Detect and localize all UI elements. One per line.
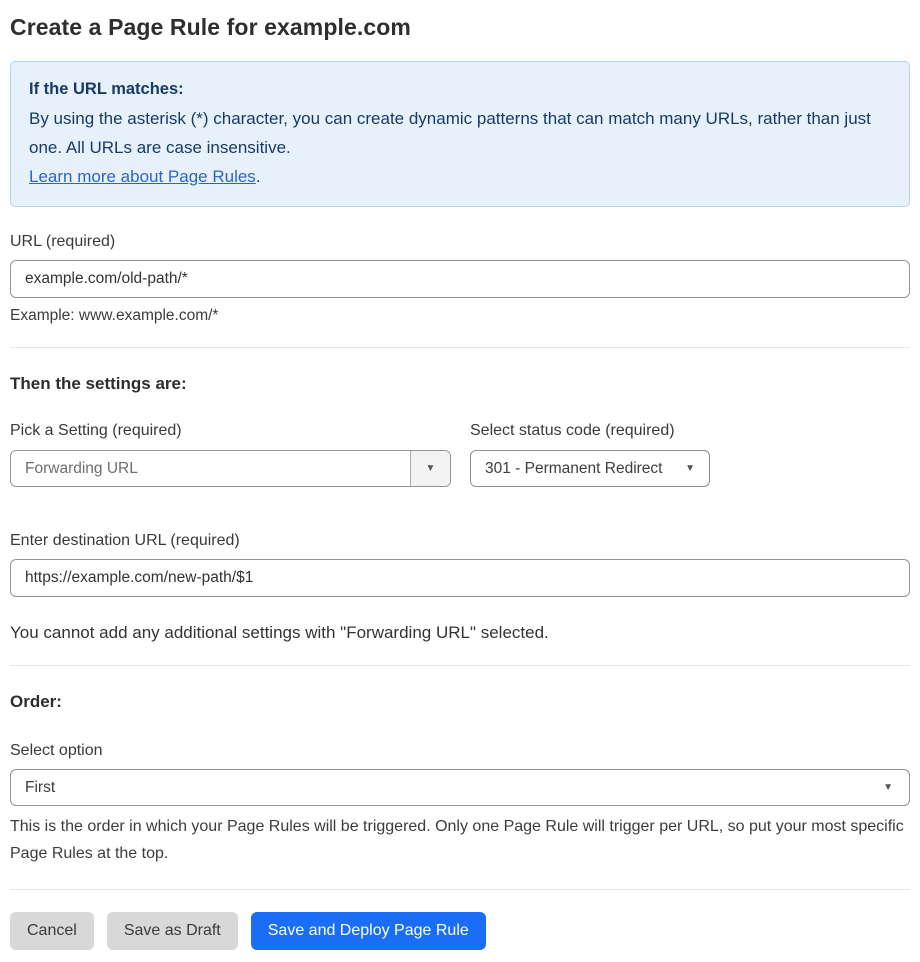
forwarding-url-note: You cannot add any additional settings with "Forwarding URL" selected. — [10, 623, 549, 642]
info-box-heading: If the URL matches: — [29, 80, 184, 98]
setting-select-value: Forwarding URL — [25, 459, 138, 477]
info-box-link-line — [29, 162, 891, 191]
chevron-down-icon: ▼ — [685, 462, 695, 474]
setting-select[interactable] — [10, 450, 451, 487]
url-input[interactable] — [10, 260, 910, 298]
section-divider — [10, 347, 910, 348]
section-divider — [10, 665, 910, 666]
setting-select-label: Pick a Setting (required) — [10, 422, 182, 439]
order-select-block — [10, 742, 910, 867]
info-box-body: By using the asterisk (*) character, you can create dynamic patterns that can match many URLs, rather than just one. All URLs are case insensitive. — [29, 109, 871, 157]
order-select[interactable] — [10, 769, 910, 806]
settings-section-heading: Then the settings are: — [10, 374, 187, 393]
url-field-label: URL (required) — [10, 233, 116, 250]
save-and-deploy-button[interactable]: Save and Deploy Page Rule — [251, 912, 486, 950]
cancel-button[interactable]: Cancel — [10, 912, 94, 950]
url-field-helper: Example: www.example.com/* — [10, 307, 219, 324]
link-suffix: . — [255, 167, 261, 186]
action-buttons-row — [10, 912, 910, 950]
status-select-column — [470, 422, 710, 487]
chevron-down-icon: ▼ — [425, 462, 436, 474]
url-field-block — [10, 233, 910, 325]
status-code-select[interactable] — [470, 450, 710, 487]
destination-field-block — [10, 532, 910, 597]
setting-select-column — [10, 422, 451, 487]
destination-url-input[interactable] — [10, 559, 910, 597]
section-divider — [10, 889, 910, 890]
status-select-label: Select status code (required) — [470, 422, 675, 439]
order-helper-text: This is the order in which your Page Rules will be triggered. Only one Page Rule will trigger per URL, so put your most specific Page Rules at the top. — [10, 818, 904, 862]
page-title: Create a Page Rule for example.com — [10, 14, 411, 40]
chevron-down-icon: ▼ — [883, 781, 893, 793]
learn-more-link[interactable]: Learn more about Page Rules — [29, 167, 256, 186]
url-match-info-box — [10, 61, 910, 207]
setting-select-arrow-box[interactable] — [410, 451, 450, 486]
order-select-label: Select option — [10, 742, 103, 759]
destination-field-label: Enter destination URL (required) — [10, 532, 240, 549]
settings-selects-row — [10, 422, 910, 487]
save-as-draft-button[interactable]: Save as Draft — [107, 912, 238, 950]
order-select-value: First — [25, 778, 56, 796]
status-select-value: 301 - Permanent Redirect — [485, 459, 663, 477]
order-section-heading: Order: — [10, 692, 62, 711]
